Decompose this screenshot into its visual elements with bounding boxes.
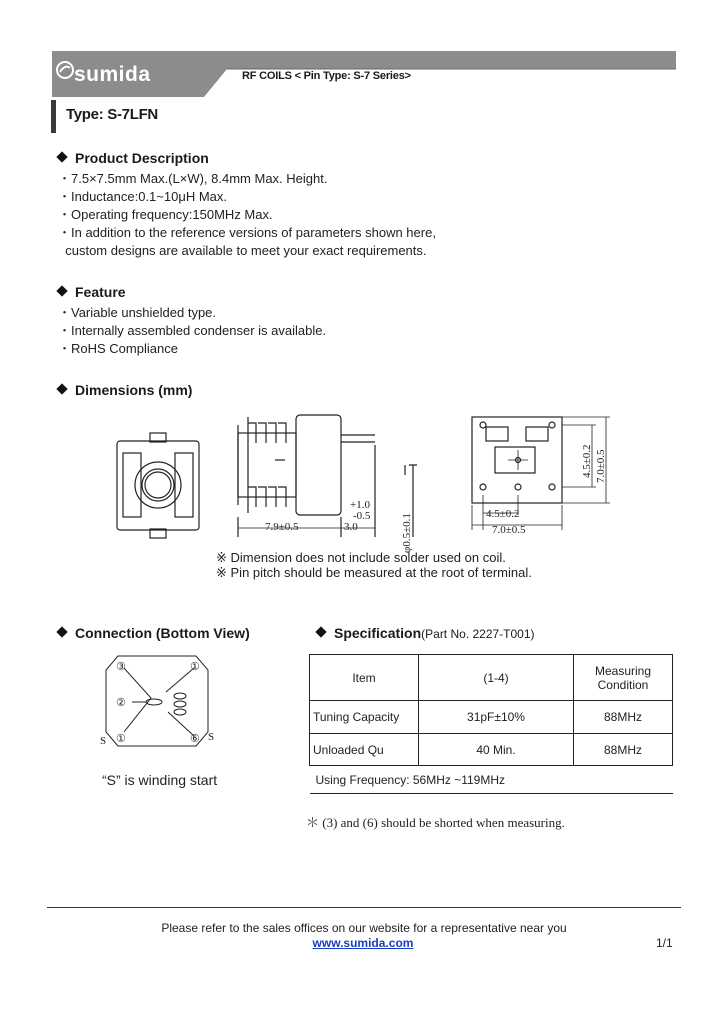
table-cell: Tuning Capacity — [310, 701, 419, 734]
dimension-labels — [265, 444, 607, 553]
dim-side-width: 7.9±0.5 — [265, 521, 299, 533]
diamond-bullet-icon — [56, 383, 67, 394]
measurement-note: ＊ (3) and (6) should be shorted when measuring. — [306, 815, 565, 830]
winding-start-mark: S — [208, 731, 215, 743]
desc-line: custom designs are available to meet your exact requirements. — [58, 243, 427, 258]
column-header: Measuring Condition — [574, 655, 673, 701]
specification-table — [309, 654, 673, 794]
feature-heading: Feature — [56, 284, 126, 300]
desc-line: ・Operating frequency:150MHz Max. — [58, 207, 273, 222]
connection-diagram — [96, 650, 226, 755]
column-header: (1-4) — [419, 655, 574, 701]
table-cell: 88MHz — [574, 701, 673, 734]
table-cell: Unloaded Qu — [310, 734, 419, 766]
pin-label: ① — [190, 661, 200, 673]
dim-bottom-h-total: 7.0±0.5 — [492, 524, 526, 536]
dim-lead-diameter: φ0.5±0.1 — [401, 513, 413, 553]
column-header: Item — [310, 655, 419, 701]
website-link[interactable]: www.sumida.com — [312, 936, 414, 950]
page-number: 1/1 — [656, 936, 673, 950]
footer-rule — [47, 907, 681, 908]
pin-label: ② — [116, 697, 126, 709]
desc-line: ・Inductance:0.1~10μH Max. — [58, 189, 228, 204]
part-number: (Part No. 2227-T001) — [421, 627, 535, 641]
table-cell: 88MHz — [574, 734, 673, 766]
feature-line: ・RoHS Compliance — [58, 341, 178, 356]
dim-lead-tol-minus: -0.5 — [353, 510, 371, 522]
dim-lead-length: 3.0 — [344, 521, 358, 533]
using-frequency: Using Frequency: 56MHz ~119MHz — [310, 766, 673, 794]
winding-start-mark: S — [100, 735, 107, 747]
table-row — [310, 701, 673, 734]
footer-text: Please refer to the sales offices on our website for a representative near you — [161, 921, 567, 935]
dim-lead-tol-plus: +1.0 — [350, 499, 370, 511]
desc-line: ・7.5×7.5mm Max.(L×W), 8.4mm Max. Height. — [58, 171, 328, 186]
table-row — [310, 766, 673, 794]
table-row — [310, 734, 673, 766]
connection-caption: “S” is winding start — [102, 772, 218, 788]
pin-label: ⑥ — [190, 733, 200, 745]
dimensions-heading: Dimensions (mm) — [56, 382, 192, 398]
connection-heading: Connection (Bottom View) — [56, 625, 250, 641]
feature-line: ・Variable unshielded type. — [58, 305, 217, 320]
dim-bottom-h-pitch: 4.5±0.2 — [486, 508, 520, 520]
diamond-bullet-icon — [56, 151, 67, 162]
pin-label: ③ — [116, 661, 126, 673]
type-bar — [51, 100, 56, 133]
brand-name: sumida — [74, 63, 151, 86]
dimensions-drawing — [100, 405, 640, 555]
dimension-note: ※ Pin pitch should be measured at the root of terminal. — [216, 565, 532, 580]
sumida-logo-icon — [55, 60, 75, 80]
product-description-body — [58, 170, 436, 260]
dim-bottom-v-pitch: 4.5±0.2 — [581, 444, 593, 478]
diamond-bullet-icon — [56, 285, 67, 296]
table-cell: 31pF±10% — [419, 701, 574, 734]
specification-heading: Specification(Part No. 2227-T001) — [315, 625, 535, 641]
series-title: RF COILS < Pin Type: S-7 Series> — [242, 70, 411, 82]
diamond-bullet-icon — [56, 626, 67, 637]
table-header-row — [310, 655, 673, 701]
product-description-heading: Product Description — [56, 150, 209, 166]
desc-line: ・In addition to the reference versions of parameters shown here, — [58, 225, 436, 240]
top-view-drawing — [117, 433, 199, 538]
pin-label: ① — [116, 733, 126, 745]
feature-line: ・Internally assembled condenser is available. — [58, 323, 327, 338]
type-title: Type: S-7LFN — [66, 106, 158, 123]
dim-bottom-v-total: 7.0±0.5 — [595, 449, 607, 483]
table-cell: 40 Min. — [419, 734, 574, 766]
side-view-drawing — [238, 415, 417, 537]
diamond-bullet-icon — [315, 626, 326, 637]
feature-body — [58, 304, 326, 358]
dimension-note: ※ Dimension does not include solder used on coil. — [216, 550, 506, 565]
